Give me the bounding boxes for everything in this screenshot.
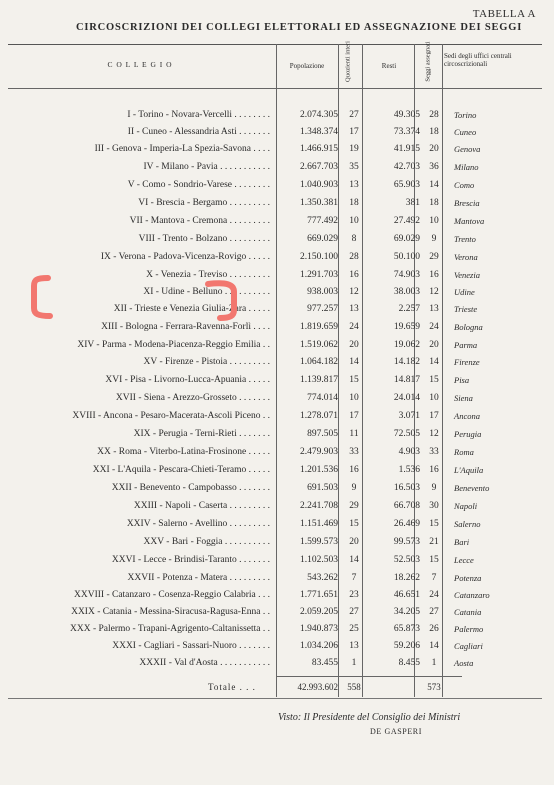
sede-value: Parma	[454, 340, 478, 350]
popolazione-value: 1.151.469	[300, 519, 338, 529]
sede-value: Roma	[454, 447, 474, 457]
collegio-name: VII - Mantova - Cremona . . . . . . . . .	[129, 216, 270, 226]
collegio-name: IX - Verona - Padova-Vicenza-Rovigo . . . . .	[100, 252, 270, 262]
table-row	[8, 375, 542, 390]
sede-value: Torino	[454, 110, 477, 120]
resti-value: 381	[405, 198, 420, 208]
quozienti-value: 17	[349, 411, 359, 421]
table-row	[8, 162, 542, 177]
table-row	[8, 110, 542, 125]
quozienti-value: 19	[349, 144, 359, 154]
resti-value: 14.817	[393, 375, 420, 385]
popolazione-value: 1.278.071	[300, 411, 338, 421]
seggi-value: 15	[429, 375, 439, 385]
resti-value: 65.873	[393, 624, 420, 634]
quozienti-value: 12	[349, 287, 359, 297]
collegio-name: XII - Trieste e Venezia Giulia-Zara . . . . .	[113, 304, 270, 314]
header-collegio: C O L L E G I O	[107, 60, 173, 69]
seggi-value: 9	[431, 483, 437, 493]
resti-value: 73.374	[393, 127, 420, 137]
table-row	[8, 393, 542, 408]
popolazione-value: 1.771.651	[300, 590, 338, 600]
table-row	[8, 216, 542, 231]
resti-value: 99.573	[393, 537, 420, 547]
table-row	[8, 411, 542, 426]
quozienti-value: 13	[349, 304, 359, 314]
seggi-value: 21	[429, 537, 439, 547]
quozienti-value: 1	[351, 658, 357, 668]
quozienti-value: 10	[349, 216, 359, 226]
left-bracket-annotation	[26, 272, 56, 322]
resti-value: 72.505	[393, 429, 420, 439]
seggi-value: 18	[429, 127, 439, 137]
quozienti-value: 18	[349, 198, 359, 208]
quozienti-value: 16	[349, 270, 359, 280]
table-label: TABELLA A	[472, 8, 536, 20]
quozienti-value: 35	[349, 162, 359, 172]
resti-value: 27.492	[393, 216, 420, 226]
table-row	[8, 590, 542, 605]
collegio-name: XX - Roma - Viterbo-Latina-Frosinone . . . . .	[97, 447, 270, 457]
resti-value: 2.257	[398, 304, 420, 314]
seggi-value: 9	[431, 234, 437, 244]
table-row	[8, 144, 542, 159]
table-row	[8, 270, 542, 285]
popolazione-value: 938.003	[307, 287, 338, 297]
popolazione-value: 83.455	[311, 658, 338, 668]
collegio-name: XXXII - Val d'Aosta . . . . . . . . . . .	[139, 658, 270, 668]
popolazione-value: 2.479.903	[300, 447, 338, 457]
resti-value: 66.708	[393, 501, 420, 511]
seggi-value: 1	[431, 658, 437, 668]
popolazione-value: 543.262	[307, 573, 338, 583]
popolazione-value: 2.074.305	[300, 110, 338, 120]
table-row	[8, 304, 542, 319]
popolazione-value: 1.519.062	[300, 340, 338, 350]
table-row	[8, 555, 542, 570]
collegio-name: XVII - Siena - Arezzo-Grosseto . . . . . . .	[115, 393, 270, 403]
resti-value: 4.903	[398, 447, 420, 457]
collegio-name: II - Cuneo - Alessandria Asti . . . . . . .	[127, 127, 270, 137]
table-row	[8, 658, 542, 673]
seggi-value: 7	[431, 573, 437, 583]
sede-value: Aosta	[454, 658, 474, 668]
resti-value: 26.469	[393, 519, 420, 529]
collegio-name: XV - Firenze - Pistoia . . . . . . . . .	[143, 357, 270, 367]
resti-value: 1.536	[398, 465, 420, 475]
collegio-name: XXVIII - Catanzaro - Cosenza-Reggio Calabria . . .	[74, 590, 270, 600]
table-row	[8, 501, 542, 516]
right-bracket-annotation	[200, 276, 244, 324]
quozienti-value: 16	[349, 465, 359, 475]
quozienti-value: 15	[349, 519, 359, 529]
sede-value: Verona	[454, 252, 478, 262]
seggi-value: 15	[429, 519, 439, 529]
sede-value: Napoli	[454, 501, 478, 511]
sede-value: Udine	[454, 287, 475, 297]
resti-value: 24.014	[393, 393, 420, 403]
sede-value: Palermo	[454, 624, 484, 634]
seggi-value: 12	[429, 429, 439, 439]
totals-label: Totale . . .	[208, 682, 256, 692]
seggi-value: 14	[429, 180, 439, 190]
popolazione-value: 1.040.903	[300, 180, 338, 190]
resti-value: 65.903	[393, 180, 420, 190]
totals-row	[8, 682, 542, 697]
quozienti-value: 25	[349, 624, 359, 634]
sede-value: Venezia	[454, 270, 480, 280]
quozienti-value: 10	[349, 393, 359, 403]
collegio-name: V - Como - Sondrio-Varese . . . . . . . .	[127, 180, 270, 190]
resti-value: 74.903	[393, 270, 420, 280]
seggi-value: 24	[429, 322, 439, 332]
seggi-value: 12	[429, 287, 439, 297]
popolazione-value: 1.201.536	[300, 465, 338, 475]
seggi-value: 30	[429, 501, 439, 511]
collegio-name: XI - Udine - Belluno . . . . . . . . . .	[143, 287, 270, 297]
table-row	[8, 447, 542, 462]
table-row	[8, 465, 542, 480]
table-row	[8, 607, 542, 622]
collegio-name: XXXI - Cagliari - Sassari-Nuoro . . . . . . .	[112, 641, 270, 651]
collegio-name: XXIV - Salerno - Avellino . . . . . . . . .	[126, 519, 270, 529]
quozienti-value: 27	[349, 110, 359, 120]
table-row	[8, 234, 542, 249]
popolazione-value: 1.350.381	[300, 198, 338, 208]
header-seggi: Seggi assegnati	[424, 41, 432, 82]
sede-value: Brescia	[454, 198, 480, 208]
quozienti-value: 9	[351, 483, 357, 493]
popolazione-value: 1.139.817	[300, 375, 338, 385]
quozienti-value: 27	[349, 607, 359, 617]
seggi-value: 10	[429, 216, 439, 226]
quozienti-value: 14	[349, 555, 359, 565]
sede-value: Perugia	[454, 429, 482, 439]
table-row	[8, 322, 542, 337]
popolazione-value: 777.492	[307, 216, 338, 226]
sede-value: Trieste	[454, 304, 478, 314]
quozienti-value: 8	[351, 234, 357, 244]
table-row	[8, 573, 542, 588]
resti-value: 69.029	[393, 234, 420, 244]
popolazione-value: 2.150.100	[300, 252, 338, 262]
header-sedi: Sedi degli uffici centrali circoscrizionali	[444, 52, 512, 68]
popolazione-value: 1.102.503	[300, 555, 338, 565]
sede-value: Potenza	[454, 573, 482, 583]
totals-quozienti: 558	[347, 682, 361, 692]
sede-value: Trento	[454, 234, 476, 244]
header-resti: Resti	[381, 62, 397, 70]
popolazione-value: 691.503	[307, 483, 338, 493]
collegio-name: XXIII - Napoli - Caserta . . . . . . . . .	[133, 501, 270, 511]
popolazione-value: 1.064.182	[300, 357, 338, 367]
quozienti-value: 13	[349, 641, 359, 651]
collegio-name: XXVI - Lecce - Brindisi-Taranto . . . . . . .	[111, 555, 270, 565]
popolazione-value: 1.291.703	[300, 270, 338, 280]
popolazione-value: 2.241.708	[300, 501, 338, 511]
totals-popolazione: 42.993.602	[297, 682, 338, 692]
sede-value: Salerno	[454, 519, 481, 529]
table-row	[8, 198, 542, 213]
seggi-value: 20	[429, 144, 439, 154]
table-row	[8, 429, 542, 444]
seggi-value: 24	[429, 590, 439, 600]
seggi-value: 17	[429, 411, 439, 421]
seggi-value: 14	[429, 641, 439, 651]
collegio-name: VI - Brescia - Bergamo . . . . . . . . .	[138, 198, 270, 208]
sede-value: Milano	[454, 162, 479, 172]
quozienti-value: 28	[349, 252, 359, 262]
sede-value: Siena	[454, 393, 473, 403]
header-popolazione: Popolazione	[289, 62, 325, 70]
sede-value: Genova	[454, 144, 481, 154]
resti-value: 19.062	[393, 340, 420, 350]
collegio-name: XXV - Bari - Foggia . . . . . . . . . .	[143, 537, 270, 547]
seggi-value: 18	[429, 198, 439, 208]
table-row	[8, 641, 542, 656]
quozienti-value: 14	[349, 357, 359, 367]
popolazione-value: 774.014	[307, 393, 338, 403]
quozienti-value: 23	[349, 590, 359, 600]
seggi-value: 29	[429, 252, 439, 262]
quozienti-value: 13	[349, 180, 359, 190]
sede-value: Ancona	[454, 411, 480, 421]
collegio-name: XXI - L'Aquila - Pescara-Chieti-Teramo . . . . .	[92, 465, 270, 475]
sede-value: Pisa	[454, 375, 470, 385]
sede-value: Bologna	[454, 322, 483, 332]
popolazione-value: 669.029	[307, 234, 338, 244]
collegio-name: XXII - Benevento - Campobasso . . . . . . .	[111, 483, 270, 493]
collegio-name: I - Torino - Novara-Vercelli . . . . . . . .	[127, 110, 270, 120]
quozienti-value: 15	[349, 375, 359, 385]
sede-value: Cuneo	[454, 127, 477, 137]
resti-value: 49.305	[393, 110, 420, 120]
table-row	[8, 537, 542, 552]
seggi-value: 27	[429, 607, 439, 617]
seggi-value: 26	[429, 624, 439, 634]
collegio-name: XXX - Palermo - Trapani-Agrigento-Caltanissetta . .	[70, 624, 270, 634]
collegio-name: XVI - Pisa - Livorno-Lucca-Apuania . . . . .	[105, 375, 270, 385]
quozienti-value: 24	[349, 322, 359, 332]
collegio-name: XIV - Parma - Modena-Piacenza-Reggio Emilia . .	[77, 340, 270, 350]
collegio-name: IV - Milano - Pavia . . . . . . . . . . .	[143, 162, 270, 172]
sede-value: Lecce	[454, 555, 474, 565]
seggi-value: 13	[429, 304, 439, 314]
popolazione-value: 2.059.205	[300, 607, 338, 617]
totals-rule	[276, 676, 462, 677]
page-title: CIRCOSCRIZIONI DEI COLLEGI ELETTORALI ED ASSEGNAZIONE DEI SEGGI	[76, 22, 523, 33]
resti-value: 52.503	[393, 555, 420, 565]
sede-value: Firenze	[454, 357, 480, 367]
sede-value: Como	[454, 180, 475, 190]
sede-value: Mantova	[454, 216, 485, 226]
table-row	[8, 127, 542, 142]
resti-value: 8.455	[398, 658, 420, 668]
resti-value: 46.651	[393, 590, 420, 600]
collegio-name: XIII - Bologna - Ferrara-Ravenna-Forlì . . . .	[101, 322, 270, 332]
sede-value: Benevento	[454, 483, 490, 493]
seggi-value: 16	[429, 270, 439, 280]
table-row	[8, 180, 542, 195]
quozienti-value: 7	[351, 573, 357, 583]
sede-value: Bari	[454, 537, 470, 547]
popolazione-value: 1.819.659	[300, 322, 338, 332]
collegio-name: XVIII - Ancona - Pesaro-Macerata-Ascoli Piceno . .	[72, 411, 270, 421]
table-row	[8, 357, 542, 372]
quozienti-value: 20	[349, 537, 359, 547]
popolazione-value: 977.257	[307, 304, 338, 314]
signature-name: DE GASPERI	[370, 727, 423, 736]
seggi-value: 14	[429, 357, 439, 367]
sede-value: Cagliari	[454, 641, 483, 651]
seggi-value: 20	[429, 340, 439, 350]
table-row	[8, 287, 542, 302]
table-row	[8, 519, 542, 534]
resti-value: 41.915	[393, 144, 420, 154]
collegio-name: XIX - Perugia - Terni-Rieti . . . . . . .	[133, 429, 270, 439]
collegio-name: III - Genova - Imperia-La Spezia-Savona . . . .	[94, 144, 270, 154]
popolazione-value: 1.034.206	[300, 641, 338, 651]
table-row	[8, 624, 542, 639]
seggi-value: 36	[429, 162, 439, 172]
seggi-value: 15	[429, 555, 439, 565]
sede-value: L'Aquila	[454, 465, 484, 475]
quozienti-value: 17	[349, 127, 359, 137]
resti-value: 19.659	[393, 322, 420, 332]
table-row	[8, 252, 542, 267]
popolazione-value: 1.940.873	[300, 624, 338, 634]
quozienti-value: 11	[349, 429, 359, 439]
collegio-name: VIII - Trento - Bolzano . . . . . . . . .	[138, 234, 270, 244]
resti-value: 16.503	[393, 483, 420, 493]
table-row	[8, 483, 542, 498]
signature-line: Visto: Il Presidente del Consiglio dei Ministri	[278, 712, 461, 723]
quozienti-value: 29	[349, 501, 359, 511]
resti-value: 42.703	[393, 162, 420, 172]
popolazione-value: 897.505	[307, 429, 338, 439]
popolazione-value: 1.599.573	[300, 537, 338, 547]
resti-value: 18.262	[393, 573, 420, 583]
resti-value: 14.182	[393, 357, 420, 367]
quozienti-value: 20	[349, 340, 359, 350]
resti-value: 59.206	[393, 641, 420, 651]
table-row	[8, 340, 542, 355]
sede-value: Catanzaro	[454, 590, 490, 600]
seggi-value: 10	[429, 393, 439, 403]
header-quozienti: Quozienti interi	[344, 41, 352, 82]
seggi-value: 16	[429, 465, 439, 475]
resti-value: 3.071	[398, 411, 420, 421]
collegio-name: XXVII - Potenza - Matera . . . . . . . . .	[127, 573, 270, 583]
totals-seggi: 573	[427, 682, 441, 692]
sede-value: Catania	[454, 607, 482, 617]
resti-value: 50.100	[393, 252, 420, 262]
resti-value: 38.003	[393, 287, 420, 297]
popolazione-value: 2.667.703	[300, 162, 338, 172]
popolazione-value: 1.466.915	[300, 144, 338, 154]
quozienti-value: 33	[349, 447, 359, 457]
collegio-name: XXIX - Catania - Messina-Siracusa-Ragusa-Enna . .	[71, 607, 270, 617]
resti-value: 34.205	[393, 607, 420, 617]
collegio-name: X - Venezia - Treviso . . . . . . . . .	[146, 270, 270, 280]
header-rule	[8, 88, 542, 89]
popolazione-value: 1.348.374	[300, 127, 338, 137]
seggi-value: 33	[429, 447, 439, 457]
seggi-value: 28	[429, 110, 439, 120]
